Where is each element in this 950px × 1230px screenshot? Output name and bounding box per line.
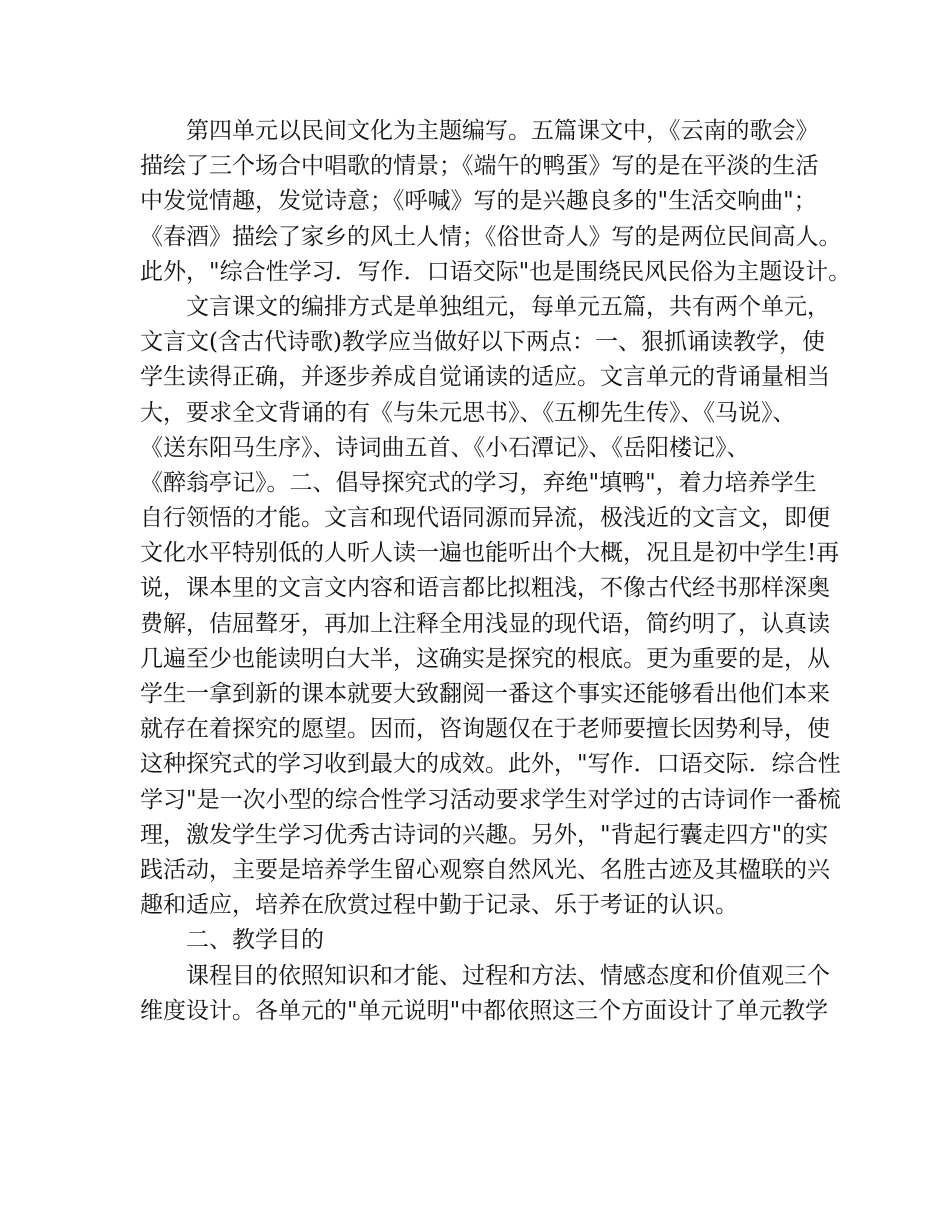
text-line: 理，激发学生学习优秀古诗词的兴趣。另外，"背起行囊走四方"的实 — [140, 821, 829, 848]
text-line: 中发觉情趣，发觉诗意；《呼喊》写的是兴趣良多的"生活交响曲"； — [140, 188, 817, 215]
document-page — [140, 114, 852, 1029]
text-line: 文言文(含古代诗歌)教学应当做好以下两点：一、狠抓诵读教学，使 — [140, 329, 825, 356]
text-line: 第四单元以民间文化为主题编写。五篇课文中，《云南的歌会》 — [186, 118, 819, 144]
text-line: 学生读得正确，并逐步养成自觉诵读的适应。文言单元的背诵量相当 — [140, 364, 830, 391]
text-line: 费解，佶屈聱牙，再加上注释全用浅显的现代语，简约明了，认真读 — [140, 610, 830, 637]
text-line: 文化水平特别低的人听人读一遍也能听出个大概，况且是初中学生!再 — [140, 540, 840, 567]
section-heading-teaching-goals — [140, 923, 830, 958]
paragraph-course-goals — [140, 959, 830, 1029]
text-line: 这种探究式的学习收到最大的成效。此外，"写作．口语交际．综合性 — [140, 751, 841, 778]
text-line: 学生一拿到新的课本就要大致翻阅一番这个事实还能够看出他们本来 — [140, 681, 830, 707]
text-line: 自行领悟的才能。文言和现代语同源而异流，极浅近的文言文，即便 — [140, 505, 830, 532]
text-line: 几遍至少也能读明白大半，这确实是探究的根底。更为重要的是，从 — [140, 645, 830, 672]
text-line: 描绘了三个场合中唱歌的情景；《端午的鸭蛋》写的是在平淡的生活 — [140, 153, 819, 180]
text-line: 践活动，主要是培养学生留心观察自然风光、名胜古迹及其楹联的兴 — [140, 856, 830, 883]
section-heading: 二、教学目的 — [186, 927, 324, 954]
text-line: 《春酒》描绘了家乡的风土人情；《俗世奇人》写的是两位民间高人。 — [140, 223, 842, 250]
text-line: 课程目的依照知识和才能、过程和方法、情感态度和价值观三个 — [186, 962, 830, 989]
text-line: 《醉翁亭记》。二、倡导探究式的学习，弃绝"填鸭"，着力培养学生 — [140, 469, 817, 496]
paragraph-unit-four — [140, 114, 852, 290]
text-line: 维度设计。各单元的"单元说明"中都依照这三个方面设计了单元教学 — [140, 997, 829, 1024]
text-line: 此外，"综合性学习．写作．口语交际"也是围绕民风民俗为主题设计。 — [140, 258, 852, 285]
text-line: 说，课本里的文言文内容和语言都比拟粗浅，不像古代经书那样深奥 — [140, 575, 830, 602]
paragraph-classical-texts — [140, 290, 841, 923]
text-line: 就存在着探究的愿望。因而，咨询题仅在于老师要擅长因势利导，使 — [140, 716, 830, 743]
text-line: 文言课文的编排方式是单独组元，每单元五篇，共有两个单元， — [186, 293, 830, 320]
text-line: 学习"是一次小型的综合性学习活动要求学生对学过的古诗词作一番梳 — [140, 786, 841, 813]
text-line: 大，要求全文背诵的有《与朱元思书》、《五柳先生传》、《马说》、 — [140, 399, 796, 426]
text-line: 《送东阳马生序》、诗词曲五首、《小石潭记》、《岳阳楼记》、 — [140, 434, 750, 461]
text-line: 趣和适应，培养在欣赏过程中勤于记录、乐于考证的认识。 — [140, 892, 738, 919]
